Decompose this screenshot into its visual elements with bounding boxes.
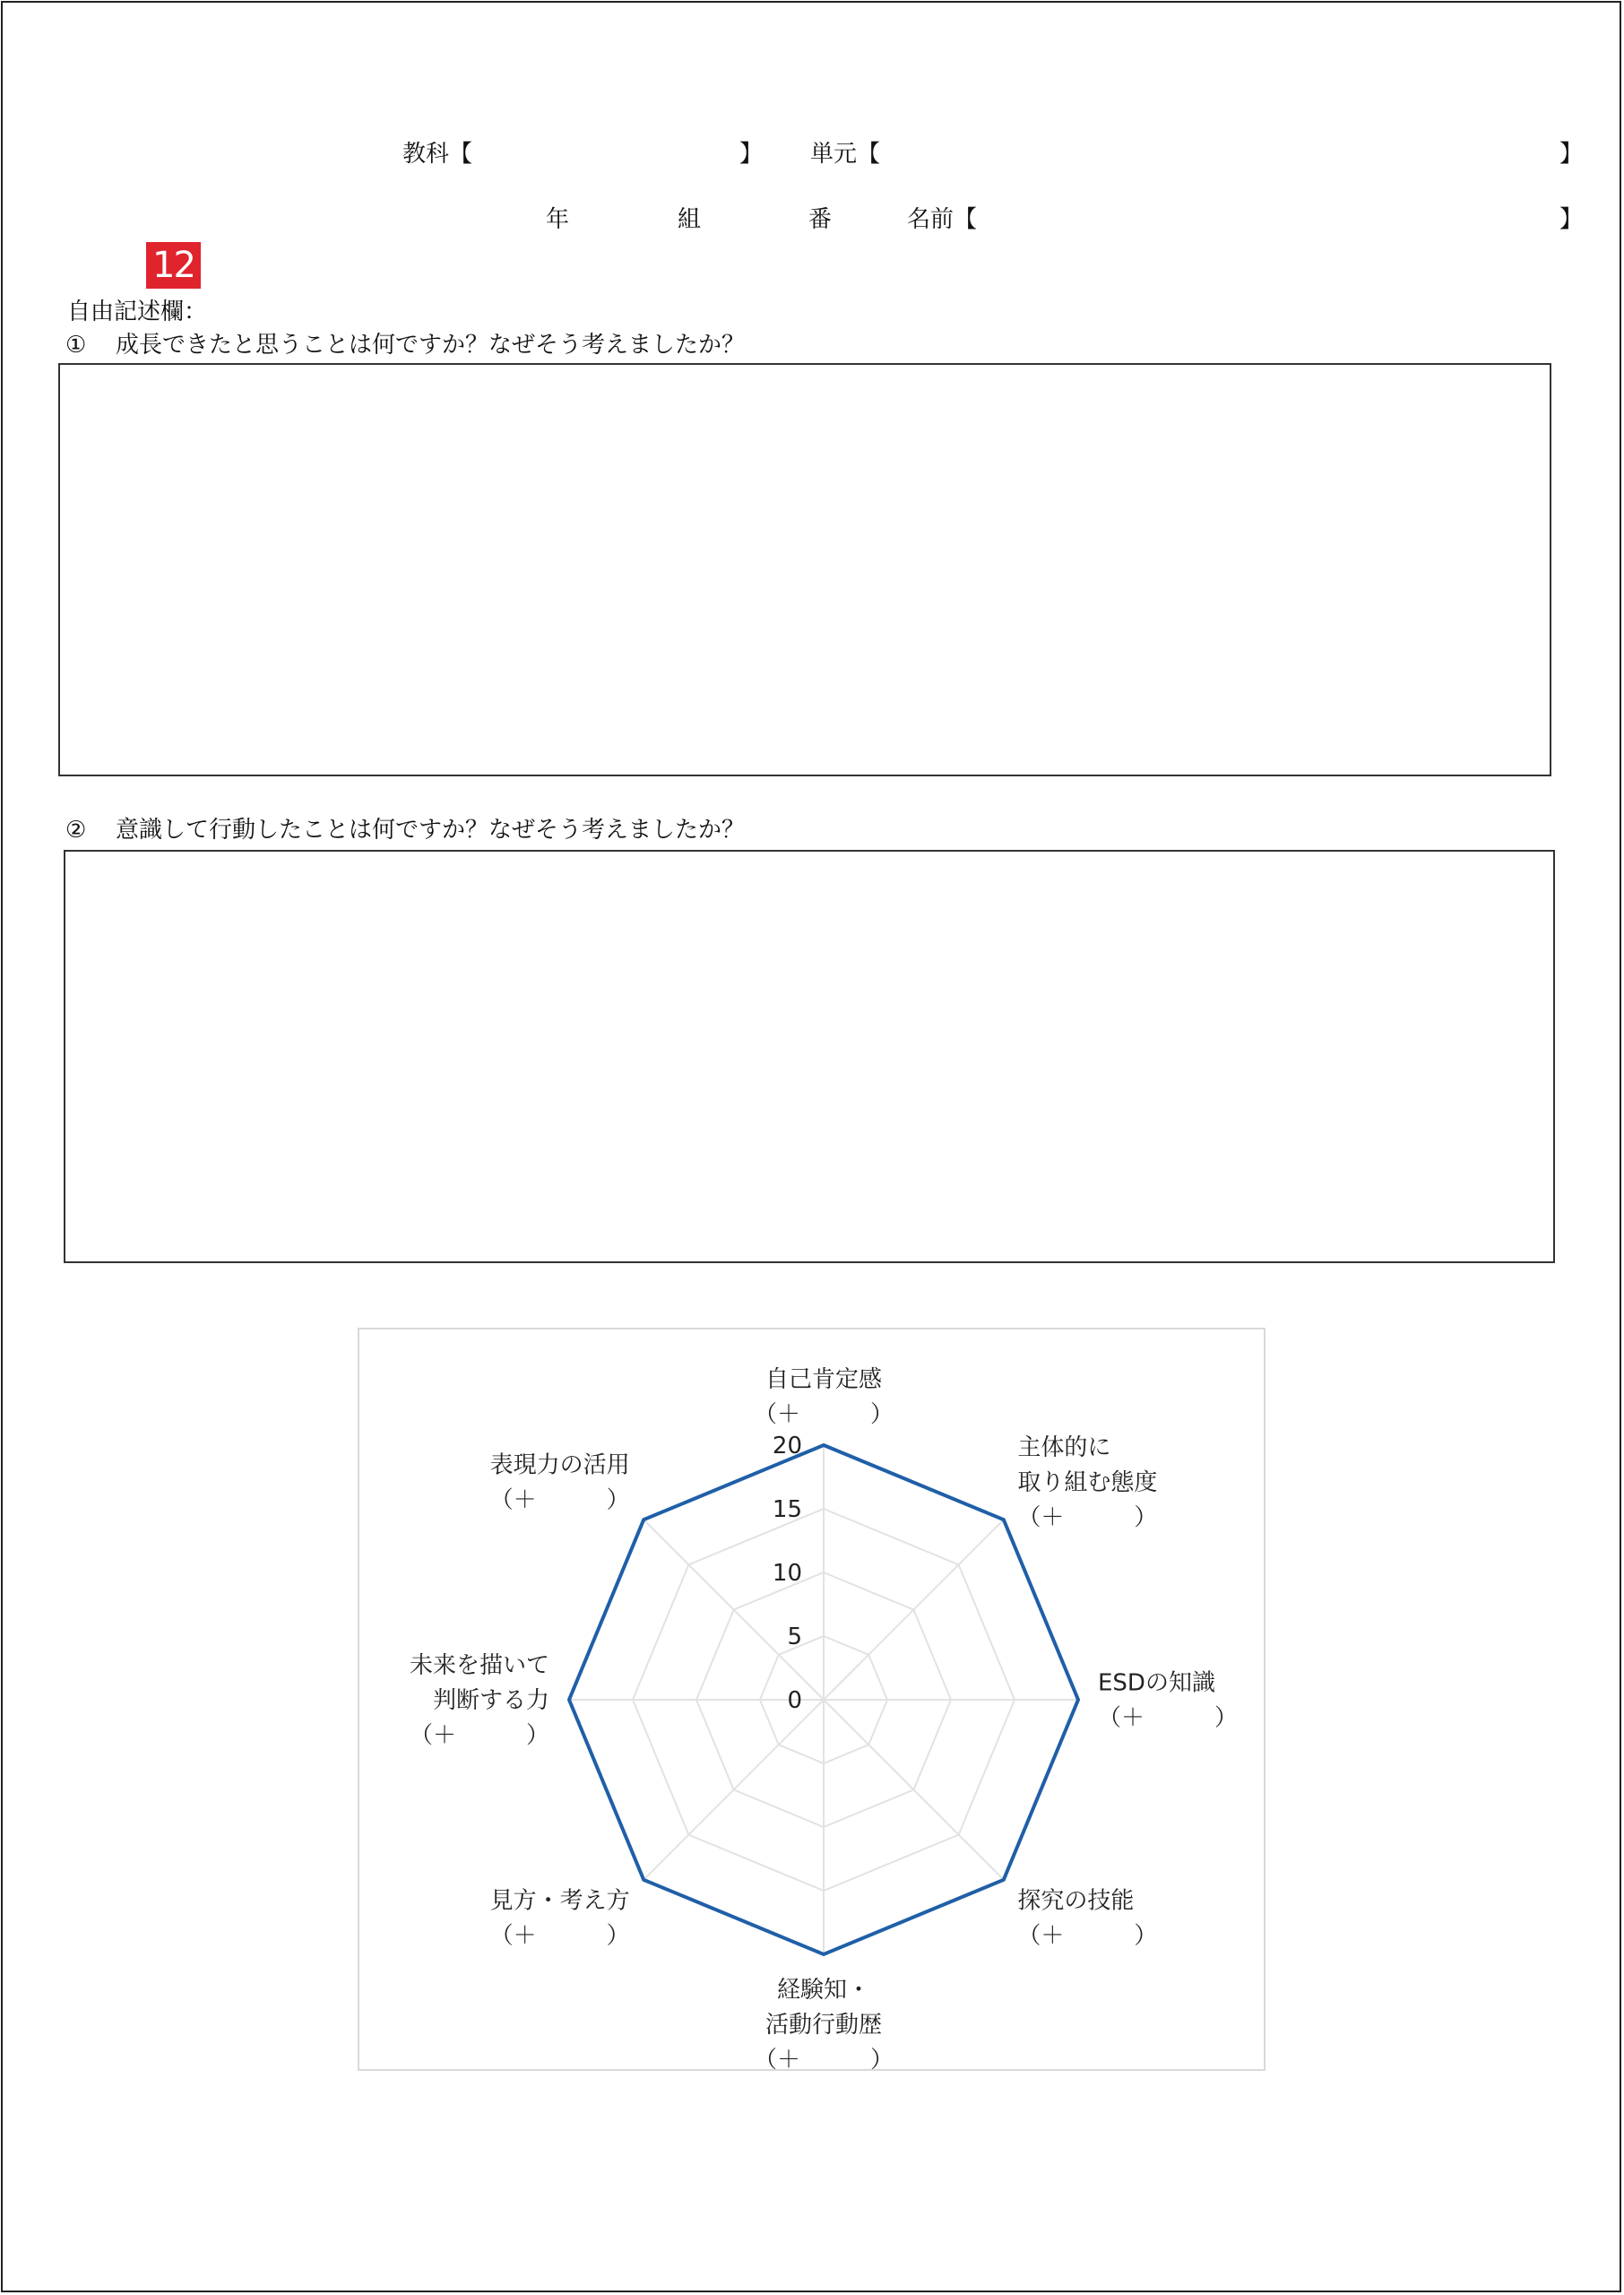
radar-tick-label-20: 20 xyxy=(772,1433,802,1459)
radar-axis-label-1-1: 取り組む態度 xyxy=(1017,1468,1158,1496)
radar-axis-label-6-1: 判断する力 xyxy=(432,1687,549,1714)
question-1-text: 成長できたと思うことは何ですか？なぜそう考えましたか？ xyxy=(116,332,746,359)
radar-axis-label-2-0: ESDの知識 xyxy=(1098,1669,1215,1697)
radar-axis-label-4-1: 活動行動歴 xyxy=(764,2012,883,2039)
radar-axis-label-3-0: 探究の技能 xyxy=(1017,1887,1135,1915)
free-text-heading: 自由記述欄： xyxy=(67,299,208,325)
name-label: 名前【 xyxy=(907,206,978,233)
radar-axis-plus-2: （＋ ） xyxy=(1098,1704,1239,1732)
radar-axis-label-0-0: 自己肯定感 xyxy=(764,1366,883,1393)
class-label: 組 xyxy=(678,206,702,233)
radar-chart-frame xyxy=(358,1328,1266,2071)
radar-axis-label-6-0: 未来を描いて xyxy=(409,1652,549,1679)
radar-axis-label-5-0: 見方・考え方 xyxy=(489,1887,630,1915)
name-close-bracket: 】 xyxy=(1559,206,1584,233)
radar-tick-label-5: 5 xyxy=(787,1624,802,1650)
number-label: 番 xyxy=(808,206,833,233)
radar-axis-label-4-0: 経験知・ xyxy=(776,1977,871,2004)
radar-axis-label-1-0: 主体的に xyxy=(1017,1433,1111,1461)
subject-close-bracket: 】 xyxy=(739,141,764,168)
radar-axis-plus-7: （＋ ） xyxy=(489,1486,630,1514)
answer-box-2[interactable] xyxy=(64,850,1555,1263)
unit-close-bracket: 】 xyxy=(1559,141,1584,168)
question-2-marker: ② xyxy=(65,817,87,844)
radar-tick-label-0: 0 xyxy=(787,1687,802,1714)
radar-axis-label-7-0: 表現力の活用 xyxy=(489,1451,630,1479)
radar-axis-plus-4: （＋ ） xyxy=(753,2047,894,2069)
radar-axis-plus-0: （＋ ） xyxy=(753,1401,894,1428)
radar-axis-plus-3: （＋ ） xyxy=(1017,1922,1158,1950)
radar-axis-plus-5: （＋ ） xyxy=(489,1922,630,1950)
subject-label: 教科【 xyxy=(402,141,473,168)
question-1-marker: ① xyxy=(65,332,87,359)
radar-chart xyxy=(359,1329,1264,2069)
radar-tick-label-15: 15 xyxy=(772,1496,802,1523)
question-2-text: 意識して行動したことは何ですか？なぜそう考えましたか？ xyxy=(116,817,746,844)
radar-tick-label-10: 10 xyxy=(772,1560,802,1587)
year-label: 年 xyxy=(546,206,570,233)
unit-label: 単元【 xyxy=(810,141,881,168)
radar-axis-plus-6: （＋ ） xyxy=(409,1722,549,1749)
sheet-number-badge: 12 xyxy=(146,242,201,289)
answer-box-1[interactable] xyxy=(58,363,1551,776)
radar-axis-plus-1: （＋ ） xyxy=(1017,1503,1158,1531)
